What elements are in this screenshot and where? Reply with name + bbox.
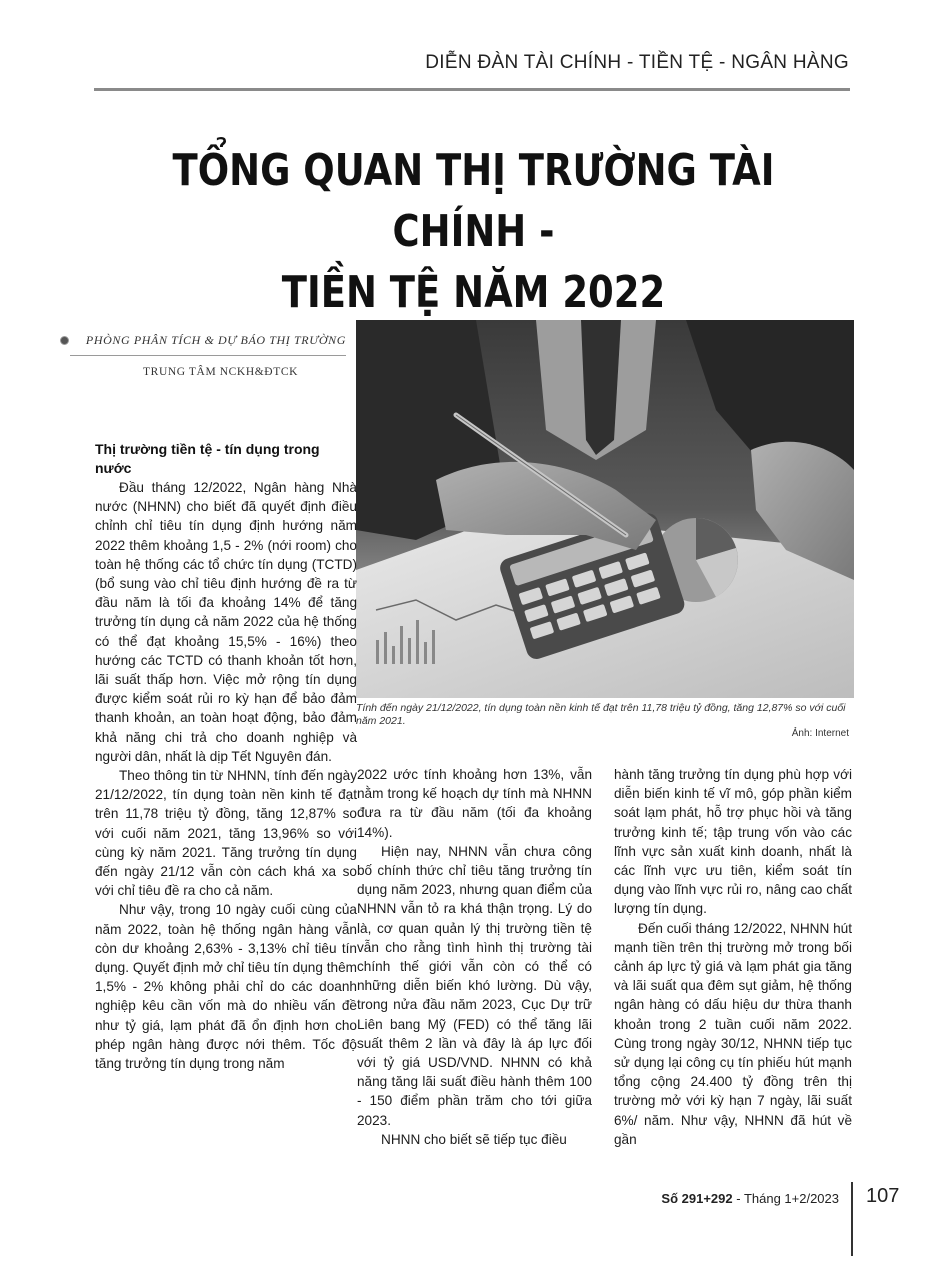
article-title xyxy=(126,140,821,323)
article-title-line-1: TỔNG QUAN THỊ TRƯỜNG TÀI CHÍNH - xyxy=(172,145,775,257)
paragraph: Như vậy, trong 10 ngày cuối cùng của năm 2022, toàn hệ thống ngân hàng vẫn còn dư khoảng 2,63% - 3,13% chỉ tiêu tín dụng. Quyết định mở chỉ tiêu tín dụng thêm 1,5% - 2% không phải chỉ do các doanh nghiệp kêu cần vốn mà do nhiều vấn đề như tỷ giá, lạm phát đã ổn định hơn cho phép ngân hàng được nới thêm. Tốc độ tăng trưởng tín dụng trong năm xyxy=(95,902,357,1072)
section-header: DIỄN ĐÀN TÀI CHÍNH - TIỀN TỆ - NGÂN HÀNG xyxy=(425,52,849,73)
author-block xyxy=(60,333,346,378)
page-number: 107 xyxy=(866,1185,900,1207)
paragraph: Đến cuối tháng 12/2022, NHNN hút mạnh tiền trên thị trường mở trong bối cảnh áp lực tỷ giá và lạm phát gia tăng và lãi suất qua đêm sụt giảm, hệ thống ngân hàng có dấu hiệu dư thừa thanh khoản trong 2 tuần cuối năm 2022. Cùng trong ngày 30/12, NHNN tiếp tục sử dụng lại công cụ tín phiếu hút mạnh tổng cộng 24.400 tỷ đồng trên thị trường mở với kỳ hạn 7 ngày, lãi suất 6%/ năm. Như vậy, NHNN đã hút về gần xyxy=(614,920,852,1147)
issue-info xyxy=(661,1191,839,1206)
bullet-icon xyxy=(60,336,69,345)
body-column-2 xyxy=(357,765,592,1149)
author-divider xyxy=(70,355,346,356)
paragraph: Theo thông tin từ NHNN, tính đến ngày 21/12/2022, tín dụng toàn nền kinh tế đạt trên 11,78 triệu tỷ đồng, tăng 12,87% so với cuối năm 2021, tăng 13,96% so với cùng kỳ năm 2021. Tăng trưởng tín dụng đến ngày 21/12 vẫn còn cách khá xa so với chỉ tiêu đề ra cho cả năm. xyxy=(95,768,357,899)
body-column-1 xyxy=(95,440,357,1073)
photo-caption: Tính đến ngày 21/12/2022, tín dụng toàn nền kinh tế đạt trên 11,78 triệu tỷ đồng, tăng 12,87% so với cuối năm 2021. xyxy=(356,702,846,727)
article-photo xyxy=(356,320,854,698)
paragraph: Đầu tháng 12/2022, Ngân hàng Nhà nước (NHNN) cho biết đã quyết định điều chỉnh chỉ tiêu tín dụng định hướng năm 2022 thêm khoảng 1,5 - 2% (nới room) cho toàn hệ thống các tổ chức tín dụng (TCTD) (bổ sung vào chỉ tiêu định hướng đề ra từ đầu năm là tối đa khoảng 14% để tăng trưởng tín dụng cả năm 2022 của hệ thống có thể đạt khoảng 15,5% - 16%) theo hướng các TCTD có thanh khoản tốt hơn, lãi suất thấp hơn. Việc mở rộng tín dụng được kiểm soát rủi ro kỳ hạn để bảo đảm thanh khoản, an toàn hoạt động, bảo đảm khả năng chi trả cho doanh nghiệp và người dân, nhất là dịp Tết Nguyên đán. xyxy=(95,480,357,764)
photo-credit: Ảnh: Internet xyxy=(791,728,849,739)
article-title-line-2: TIỀN TỆ NĂM 2022 xyxy=(281,267,666,318)
author-department-text: PHÒNG PHÂN TÍCH & DỰ BÁO THỊ TRƯỜNG xyxy=(85,333,346,347)
header-divider xyxy=(94,88,850,91)
author-organization: TRUNG TÂM NCKH&ĐTCK xyxy=(143,366,298,378)
section-subheading: Thị trường tiền tệ - tín dụng trong nước xyxy=(95,441,320,476)
issue-number: Số 291+292 xyxy=(661,1191,733,1206)
author-department xyxy=(60,333,346,354)
paragraph: NHNN cho biết sẽ tiếp tục điều xyxy=(381,1131,567,1147)
paragraph: Hiện nay, NHNN vẫn chưa công bố chính thức chỉ tiêu tăng trưởng tín dụng năm 2023, nhưng quan điểm của NHNN vẫn tỏ ra khá thận trọng. Lý do là, cơ quan quản lý thị trường tiền tệ vẫn cho rằng tình hình thị trường tài chính thế giới vẫn còn có thể có những diễn biến khó lường. Dù vậy, trong nửa đầu năm 2023, Cục Dự trữ Liên bang Mỹ (FED) có thể tăng lãi suất thêm 2 lần và đây là áp lực đối với tỷ giá USD/VND. NHNN có khả năng tăng lãi suất điều hành thêm 100 - 150 điểm phần trăm cho tới giữa 2023. xyxy=(357,843,592,1128)
issue-date: - Tháng 1+2/2023 xyxy=(732,1191,839,1206)
body-column-3 xyxy=(614,765,852,1149)
footer-divider xyxy=(851,1182,853,1256)
paragraph: 2022 ước tính khoảng hơn 13%, vẫn nằm trong kế hoạch dự tính mà NHNN đưa ra từ đầu năm (tối đa khoảng 14%). xyxy=(357,767,592,840)
paragraph: hành tăng trưởng tín dụng phù hợp với diễn biến kinh tế vĩ mô, góp phần kiểm soát lạm phát, hỗ trợ phục hồi và tăng trưởng kinh tế; tập trung vốn vào các lĩnh vực sản xuất kinh doanh, nhất là các lĩnh vực ưu tiên, kiểm soát tín dụng vào lĩnh vực rủi ro, nâng cao chất lượng tín dụng. xyxy=(614,767,852,917)
